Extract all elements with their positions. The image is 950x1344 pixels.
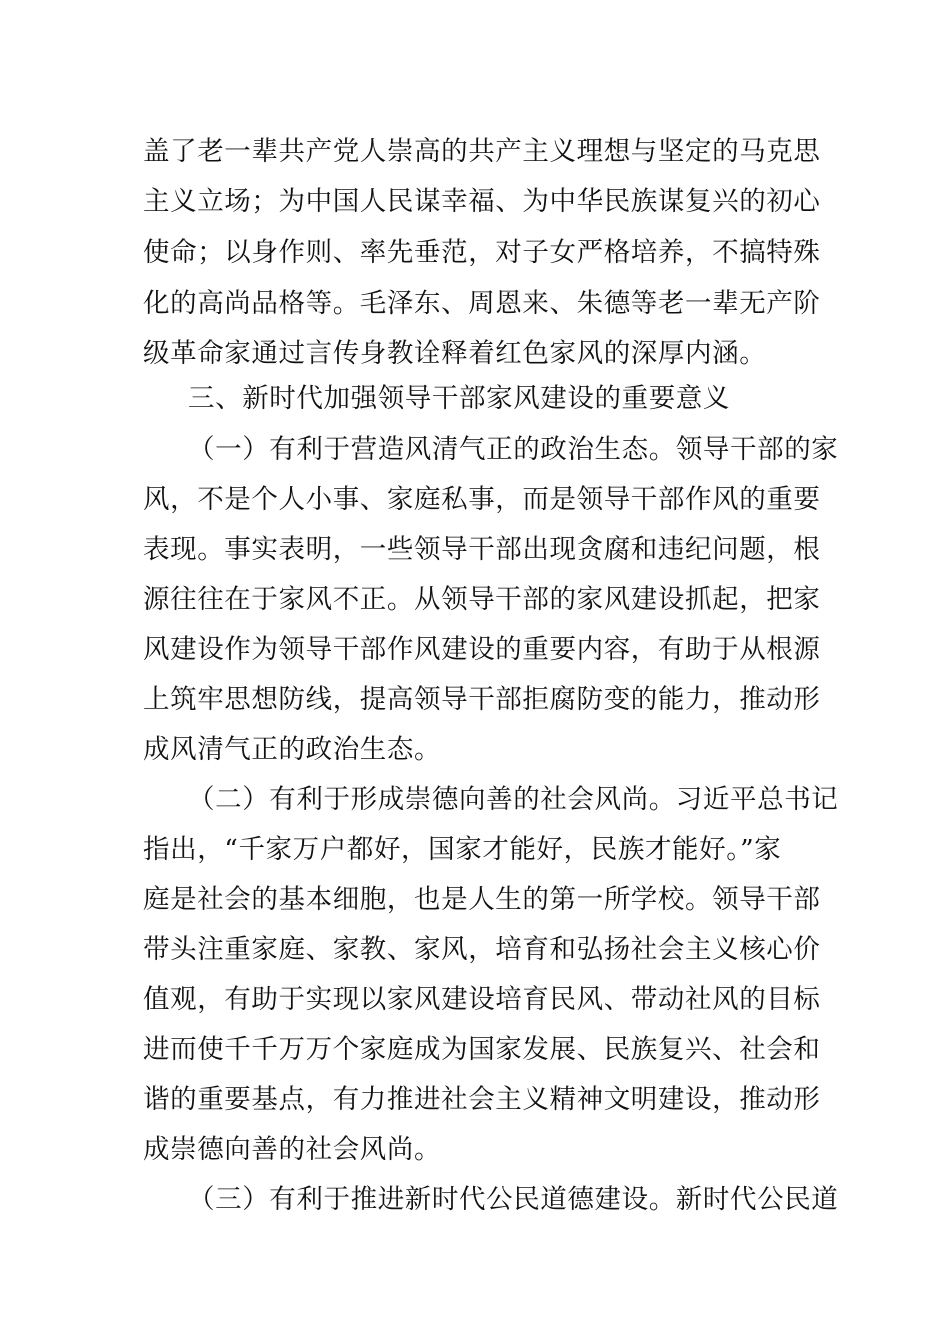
subsection-heading-line: （二）有利于形成崇德向善的社会风尚。习近平总书记 <box>188 784 839 815</box>
body-text-line: 主义立场；为中国人民谋幸福、为中华民族谋复兴的初心 <box>143 186 821 217</box>
body-text-line: 风建设作为领导干部作风建设的重要内容，有助于从根源 <box>143 634 821 665</box>
body-text-line: 指出，“千家万户都好，国家才能好，民族才能好。”家 <box>143 834 782 865</box>
body-text-line: 谐的重要基点，有力推进社会主义精神文明建设，推动形 <box>143 1084 821 1115</box>
body-text-line: 成崇德向善的社会风尚。 <box>143 1134 442 1165</box>
subsection-heading-line: （三）有利于推进新时代公民道德建设。新时代公民道 <box>188 1184 839 1215</box>
section-heading: 三、新时代加强领导干部家风建设的重要意义 <box>188 383 730 414</box>
body-text-line: 级革命家通过言传身教诠释着红色家风的深厚内涵。 <box>143 338 767 369</box>
subsection-heading-line: （一）有利于营造风清气正的政治生态。领导干部的家 <box>188 434 839 465</box>
body-text-line: 成风清气正的政治生态。 <box>143 734 442 765</box>
body-text-line: 庭是社会的基本细胞，也是人生的第一所学校。领导干部 <box>143 884 821 915</box>
body-text-line: 上筑牢思想防线，提高领导干部拒腐防变的能力，推动形 <box>143 684 821 715</box>
body-text-line: 进而使千千万万个家庭成为国家发展、民族复兴、社会和 <box>143 1034 821 1065</box>
body-text-line: 表现。事实表明，一些领导干部出现贪腐和违纪问题，根 <box>143 534 821 565</box>
body-text-line: 风，不是个人小事、家庭私事，而是领导干部作风的重要 <box>143 484 821 515</box>
body-text-line: 带头注重家庭、家教、家风，培育和弘扬社会主义核心价 <box>143 934 821 965</box>
body-text-line: 化的高尚品格等。毛泽东、周恩来、朱德等老一辈无产阶 <box>143 288 821 319</box>
body-text-line: 源往往在于家风不正。从领导干部的家风建设抓起，把家 <box>143 584 821 615</box>
body-text-line: 使命；以身作则、率先垂范，对子女严格培养，不搞特殊 <box>143 237 821 268</box>
body-text-line: 盖了老一辈共产党人崇高的共产主义理想与坚定的马克思 <box>143 136 821 167</box>
body-text-line: 值观，有助于实现以家风建设培育民风、带动社风的目标 <box>143 984 821 1015</box>
